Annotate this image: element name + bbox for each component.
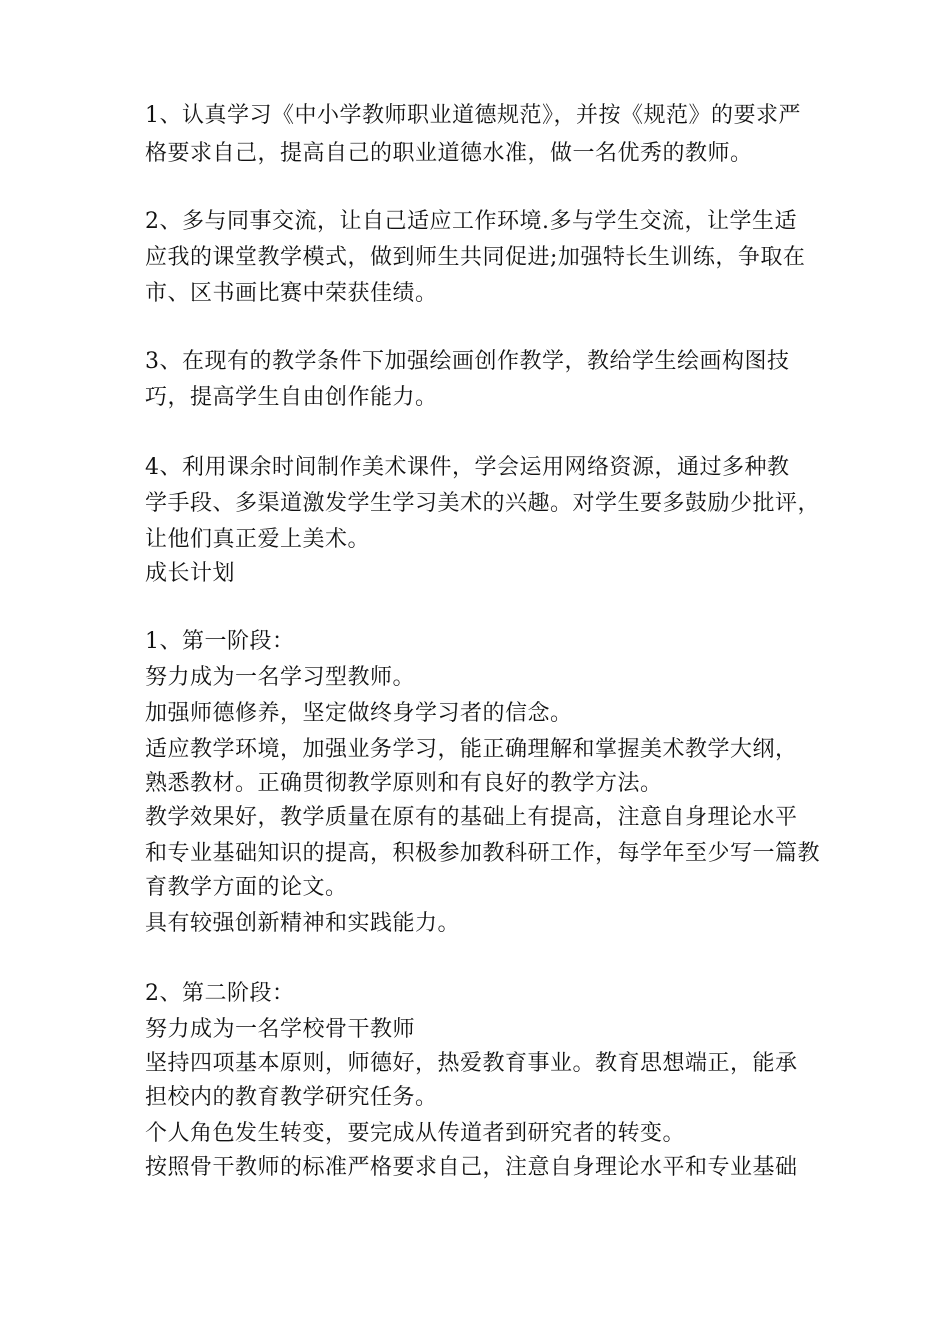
text-line: 适应教学环境，加强业务学习，能正确理解和掌握美术教学大纲，	[145, 737, 798, 762]
text-line: 巧，提高学生自由创作能力。	[145, 385, 438, 410]
text-line: 格要求自己，提高自己的职业道德水准，做一名优秀的教师。	[145, 141, 753, 166]
text-line: 教学效果好，教学质量在原有的基础上有提高，注意自身理论水平	[145, 805, 798, 830]
text-line: 具有较强创新精神和实践能力。	[145, 911, 461, 936]
text-line: 担校内的教育教学研究任务。	[145, 1085, 438, 1110]
text-line: 加强师德修养，坚定做终身学习者的信念。	[145, 701, 573, 726]
text-line: 让他们真正爱上美术。	[145, 527, 371, 552]
text-line: 熟悉教材。正确贯彻教学原则和有良好的教学方法。	[145, 771, 663, 796]
stage-goal: 努力成为一名学校骨干教师	[145, 1017, 416, 1042]
text-line: 坚持四项基本原则，师德好，热爱教育事业。教育思想端正，能承	[145, 1051, 798, 1076]
stage-goal: 努力成为一名学习型教师。	[145, 665, 416, 690]
text-line: 个人角色发生转变，要完成从传道者到研究者的转变。	[145, 1121, 686, 1146]
text-line: 3、在现有的教学条件下加强绘画创作教学，教给学生绘画构图技	[145, 349, 790, 374]
text-line: 育教学方面的论文。	[145, 875, 348, 900]
text-line: 按照骨干教师的标准严格要求自己，注意自身理论水平和专业基础	[145, 1155, 798, 1180]
text-line: 市、区书画比赛中荣获佳绩。	[145, 281, 438, 306]
text-line: 1、认真学习《中小学教师职业道德规范》，并按《规范》的要求严	[145, 103, 801, 128]
section-heading: 成长计划	[145, 561, 236, 586]
text-line: 4、利用课余时间制作美术课件，学会运用网络资源，通过多种教	[145, 455, 790, 480]
text-line: 应我的课堂教学模式，做到师生共同促进;加强特长生训练，争取在	[145, 245, 806, 270]
text-line: 2、多与同事交流，让自己适应工作环境.多与学生交流，让学生适	[145, 209, 797, 234]
text-line: 和专业基础知识的提高，积极参加教科研工作，每学年至少写一篇教	[145, 841, 821, 866]
stage-heading: 2、第二阶段：	[145, 981, 295, 1006]
stage-heading: 1、第一阶段：	[145, 629, 295, 654]
text-line: 学手段、多渠道激发学生学习美术的兴趣。对学生要多鼓励少批评，	[145, 491, 821, 516]
